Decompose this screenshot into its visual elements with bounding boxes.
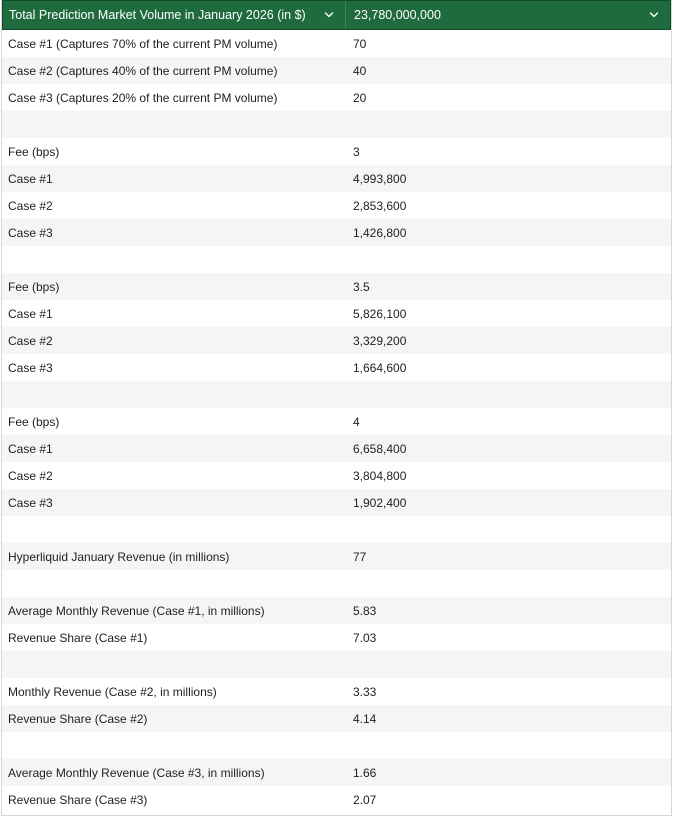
row-label: Case #3	[8, 495, 53, 510]
row-label: Hyperliquid January Revenue (in millions)	[8, 549, 230, 564]
row-value: 3.5	[353, 279, 370, 294]
row-value: 2.07	[353, 792, 377, 807]
table-row	[2, 165, 671, 192]
table-row	[2, 57, 671, 84]
row-label: Revenue Share (Case #1)	[8, 630, 148, 645]
chevron-down-icon[interactable]	[323, 9, 335, 21]
row-value	[345, 246, 671, 273]
row-label	[2, 381, 345, 408]
row-value: 6,658,400	[353, 441, 407, 456]
table-row	[2, 219, 671, 246]
row-value	[345, 381, 671, 408]
header-label-text: Total Prediction Market Volume in January 2026 (in $)	[9, 8, 306, 22]
table-row	[2, 273, 671, 300]
row-label: Case #3 (Captures 20% of the current PM volume)	[8, 90, 278, 105]
table-row	[2, 543, 671, 570]
table-row	[2, 300, 671, 327]
table-header	[2, 0, 671, 30]
table-body	[2, 30, 671, 813]
row-value	[345, 111, 671, 138]
row-value	[345, 651, 671, 678]
row-label: Case #1	[8, 171, 53, 186]
row-label: Case #1 (Captures 70% of the current PM volume)	[8, 36, 278, 51]
row-label: Monthly Revenue (Case #2, in millions)	[8, 684, 217, 699]
row-value: 5,826,100	[353, 306, 407, 321]
row-value: 3.33	[353, 684, 377, 699]
row-value: 7.03	[353, 630, 377, 645]
row-label: Average Monthly Revenue (Case #3, in millions)	[8, 765, 265, 780]
row-value	[345, 570, 671, 597]
table-row	[2, 516, 671, 543]
row-label	[2, 651, 345, 678]
table-row	[2, 651, 671, 678]
table-row	[2, 192, 671, 219]
row-label	[2, 732, 345, 759]
table-row	[2, 408, 671, 435]
table-row	[2, 678, 671, 705]
header-value-text: 23,780,000,000	[354, 8, 441, 22]
table-row	[2, 435, 671, 462]
row-value: 1.66	[353, 765, 377, 780]
table-row	[2, 759, 671, 786]
row-value: 5.83	[353, 603, 377, 618]
table-row	[2, 84, 671, 111]
row-label: Case #3	[8, 360, 53, 375]
row-value: 1,902,400	[353, 495, 407, 510]
row-label: Revenue Share (Case #2)	[8, 711, 148, 726]
row-label: Average Monthly Revenue (Case #1, in millions)	[8, 603, 265, 618]
row-value: 40	[353, 63, 367, 78]
table-row	[2, 489, 671, 516]
row-label: Case #2	[8, 468, 53, 483]
row-label	[2, 570, 345, 597]
table-row	[2, 327, 671, 354]
row-value: 1,426,800	[353, 225, 407, 240]
table-row	[2, 246, 671, 273]
row-value	[345, 732, 671, 759]
table-row	[2, 462, 671, 489]
row-value: 3,329,200	[353, 333, 407, 348]
table-row	[2, 705, 671, 732]
row-label: Case #2 (Captures 40% of the current PM volume)	[8, 63, 278, 78]
table-row	[2, 138, 671, 165]
header-column-label[interactable]	[3, 1, 346, 29]
table-row	[2, 354, 671, 381]
table-row	[2, 597, 671, 624]
table-row	[2, 381, 671, 408]
row-label: Case #1	[8, 441, 53, 456]
row-label: Revenue Share (Case #3)	[8, 792, 148, 807]
table-row	[2, 111, 671, 138]
table-row	[2, 30, 671, 57]
row-value: 3	[353, 144, 360, 159]
header-column-value[interactable]	[346, 1, 670, 29]
table-row	[2, 624, 671, 651]
table-row	[2, 570, 671, 597]
row-label: Case #1	[8, 306, 53, 321]
row-label	[2, 246, 345, 273]
row-label	[2, 111, 345, 138]
row-value: 4	[353, 414, 360, 429]
row-value: 70	[353, 36, 367, 51]
row-value: 4,993,800	[353, 171, 407, 186]
chevron-down-icon[interactable]	[648, 9, 660, 21]
row-label: Fee (bps)	[8, 414, 60, 429]
table-row	[2, 732, 671, 759]
row-value: 20	[353, 90, 367, 105]
row-label	[2, 516, 345, 543]
row-value: 77	[353, 549, 367, 564]
row-value: 2,853,600	[353, 198, 407, 213]
row-value	[345, 516, 671, 543]
row-label: Case #2	[8, 198, 53, 213]
row-label: Case #3	[8, 225, 53, 240]
table-row	[2, 786, 671, 813]
row-label: Fee (bps)	[8, 144, 60, 159]
row-label: Fee (bps)	[8, 279, 60, 294]
row-label: Case #2	[8, 333, 53, 348]
data-table	[1, 0, 672, 816]
row-value: 3,804,800	[353, 468, 407, 483]
row-value: 1,664,600	[353, 360, 407, 375]
row-value: 4.14	[353, 711, 377, 726]
